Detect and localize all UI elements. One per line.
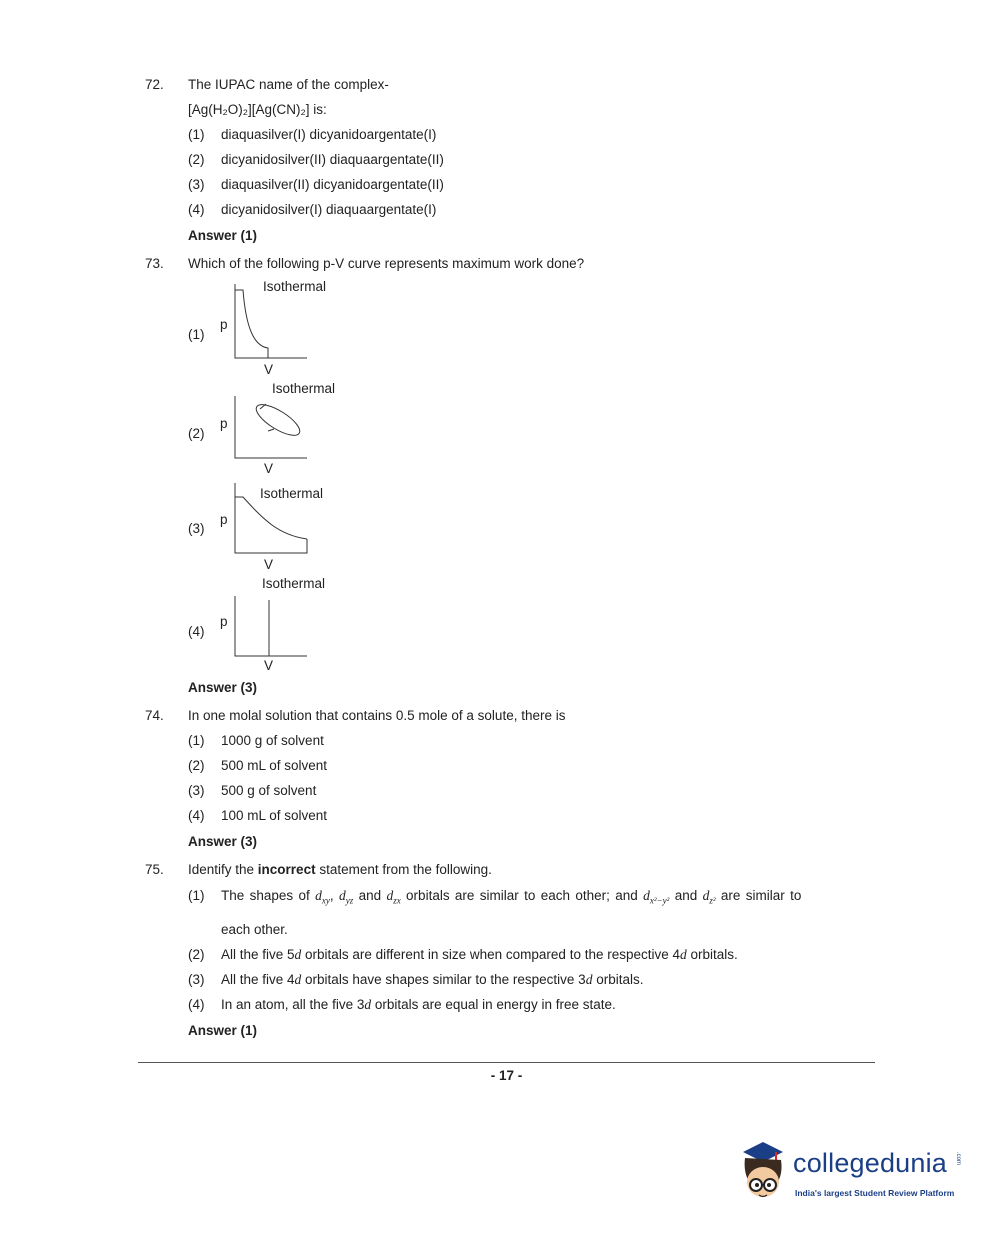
q75-opt3-part-b: orbitals have shapes similar to the respective 3 <box>301 972 586 987</box>
orbital-d-symbol: d <box>338 888 346 903</box>
q75-option-2-number: (2) <box>188 947 205 962</box>
q72-option-4: dicyanidosilver(I) diaquaargentate(I) <box>221 202 437 217</box>
diagram-3-option-number: (3) <box>188 521 205 536</box>
q75-number: 75. <box>145 862 164 877</box>
diagram-2-axes <box>235 396 307 458</box>
orbital-subscript-yz: yz <box>345 895 354 906</box>
q74-option-3: 500 g of solvent <box>221 783 317 798</box>
mascot-icon <box>735 1138 795 1204</box>
q75-option-4-number: (4) <box>188 997 205 1012</box>
diagram-2-cycle <box>252 399 304 441</box>
q75-text-pre: Identify the <box>188 862 258 877</box>
orbital-d-symbol: d <box>585 972 593 987</box>
orbital-d-symbol: d <box>702 888 710 903</box>
diagram-4-v-label: V <box>264 658 274 673</box>
q74-option-1-number: (1) <box>188 733 205 748</box>
logo-suffix: .com <box>955 1152 961 1166</box>
q75-option-1 <box>221 888 801 906</box>
q75-text <box>188 862 492 877</box>
q73-text: Which of the following p-V curve represents maximum work done? <box>188 256 585 271</box>
q75-option-2 <box>221 947 738 963</box>
diagram-4-option-number: (4) <box>188 624 205 639</box>
q72-option-3-number: (3) <box>188 177 205 192</box>
diagram-3-caption: Isothermal <box>260 486 324 501</box>
diagram-1-p-label: p <box>220 317 228 332</box>
q72-option-1: diaquasilver(I) dicyanidoargentate(I) <box>221 127 437 142</box>
diagram-3-curve <box>235 497 307 539</box>
diagram-4-p-label: p <box>220 614 228 629</box>
orbital-subscript-xy: xy <box>321 895 330 906</box>
orbital-subscript-x2-y2: x²−y² <box>649 895 670 906</box>
diagram-3-v-label: V <box>264 557 274 572</box>
orbital-d-symbol: d <box>315 888 322 903</box>
q74-option-2: 500 mL of solvent <box>221 758 328 773</box>
q72-option-2-number: (2) <box>188 152 205 167</box>
q74-option-3-number: (3) <box>188 783 205 798</box>
orbital-d-symbol: d <box>294 972 302 987</box>
orbital-d-symbol: d <box>643 888 650 903</box>
page-number: - 17 - <box>490 1068 523 1083</box>
q74-answer: Answer (3) <box>188 834 258 849</box>
q74-option-1: 1000 g of solvent <box>221 733 324 748</box>
q72-option-4-number: (4) <box>188 202 205 217</box>
q75-opt1-part-a: The shapes of <box>221 888 316 903</box>
q72-option-2: dicyanidosilver(II) diaquaargentate(II) <box>221 152 444 167</box>
q75-opt3-part-c: orbitals. <box>592 972 644 987</box>
pv-diagram-4 <box>180 574 350 674</box>
q75-option-3 <box>221 972 643 988</box>
diagram-2-caption: Isothermal <box>272 381 336 396</box>
pv-diagram-1 <box>180 276 350 380</box>
diagram-2-v-label: V <box>264 461 274 476</box>
diagram-1-axes <box>235 284 307 358</box>
q75-option-1-continued: each other. <box>221 922 288 937</box>
q75-opt4-part-b: orbitals are equal in energy in free state. <box>371 997 616 1012</box>
diagram-1-curve <box>235 290 268 358</box>
q74-number: 74. <box>145 708 164 723</box>
q75-option-3-number: (3) <box>188 972 205 987</box>
q75-opt1-part-d: and <box>669 888 703 903</box>
orbital-subscript-z2: z² <box>709 895 716 906</box>
q72-formula: [Ag(H₂O)₂][Ag(CN)₂] is: <box>188 102 327 117</box>
diagram-4-caption: Isothermal <box>262 576 326 591</box>
q75-opt1-part-b: and <box>353 888 387 903</box>
q75-opt1-part-c: orbitals are similar to each other; and <box>400 888 644 903</box>
separator-comma: , <box>329 888 339 903</box>
collegedunia-logo[interactable] <box>735 1138 965 1208</box>
q72-answer: Answer (1) <box>188 228 258 243</box>
diagram-2-option-number: (2) <box>188 426 205 441</box>
q74-option-4-number: (4) <box>188 808 205 823</box>
logo-tagline: India's largest Student Review Platform <box>795 1188 955 1198</box>
q75-opt2-part-b: orbitals are different in size when compared to the respective 4 <box>301 947 681 962</box>
diagram-1-caption: Isothermal <box>263 279 327 294</box>
pv-diagram-2 <box>180 378 350 478</box>
q75-opt1-part-e: are similar to <box>715 888 802 903</box>
diagram-3-p-label: p <box>220 512 228 527</box>
q72-option-1-number: (1) <box>188 127 205 142</box>
pv-diagram-3 <box>180 483 350 575</box>
q75-text-bold: incorrect <box>257 862 316 877</box>
footer-divider <box>138 1062 875 1063</box>
q75-opt2-part-c: orbitals. <box>686 947 738 962</box>
q74-text: In one molal solution that contains 0.5 mole of a solute, there is <box>188 708 566 723</box>
q75-option-1-number: (1) <box>188 888 205 903</box>
q75-text-post: statement from the following. <box>315 862 492 877</box>
orbital-d-symbol: d <box>364 997 372 1012</box>
q75-opt4-part-a: In an atom, all the five 3 <box>221 997 365 1012</box>
diagram-2-p-label: p <box>220 416 228 431</box>
q72-option-3: diaquasilver(II) dicyanidoargentate(II) <box>221 177 444 192</box>
q75-opt3-part-a: All the five 4 <box>221 972 295 987</box>
q74-option-2-number: (2) <box>188 758 205 773</box>
q72-text: The IUPAC name of the complex- <box>188 77 389 92</box>
q72-number: 72. <box>145 77 164 92</box>
orbital-subscript-zx: zx <box>393 895 401 906</box>
orbital-d-symbol: d <box>680 947 687 962</box>
q75-option-4 <box>221 997 616 1013</box>
q75-answer: Answer (1) <box>188 1023 258 1038</box>
orbital-d-symbol: d <box>294 947 302 962</box>
diagram-4-axes <box>235 596 307 656</box>
logo-wordmark: collegedunia <box>793 1148 948 1178</box>
orbital-d-symbol: d <box>386 888 394 903</box>
q73-number: 73. <box>145 256 164 271</box>
diagram-1-option-number: (1) <box>188 327 205 342</box>
q74-option-4: 100 mL of solvent <box>221 808 328 823</box>
q73-answer: Answer (3) <box>188 680 258 695</box>
diagram-1-v-label: V <box>264 362 274 377</box>
q75-opt2-part-a: All the five 5 <box>221 947 295 962</box>
